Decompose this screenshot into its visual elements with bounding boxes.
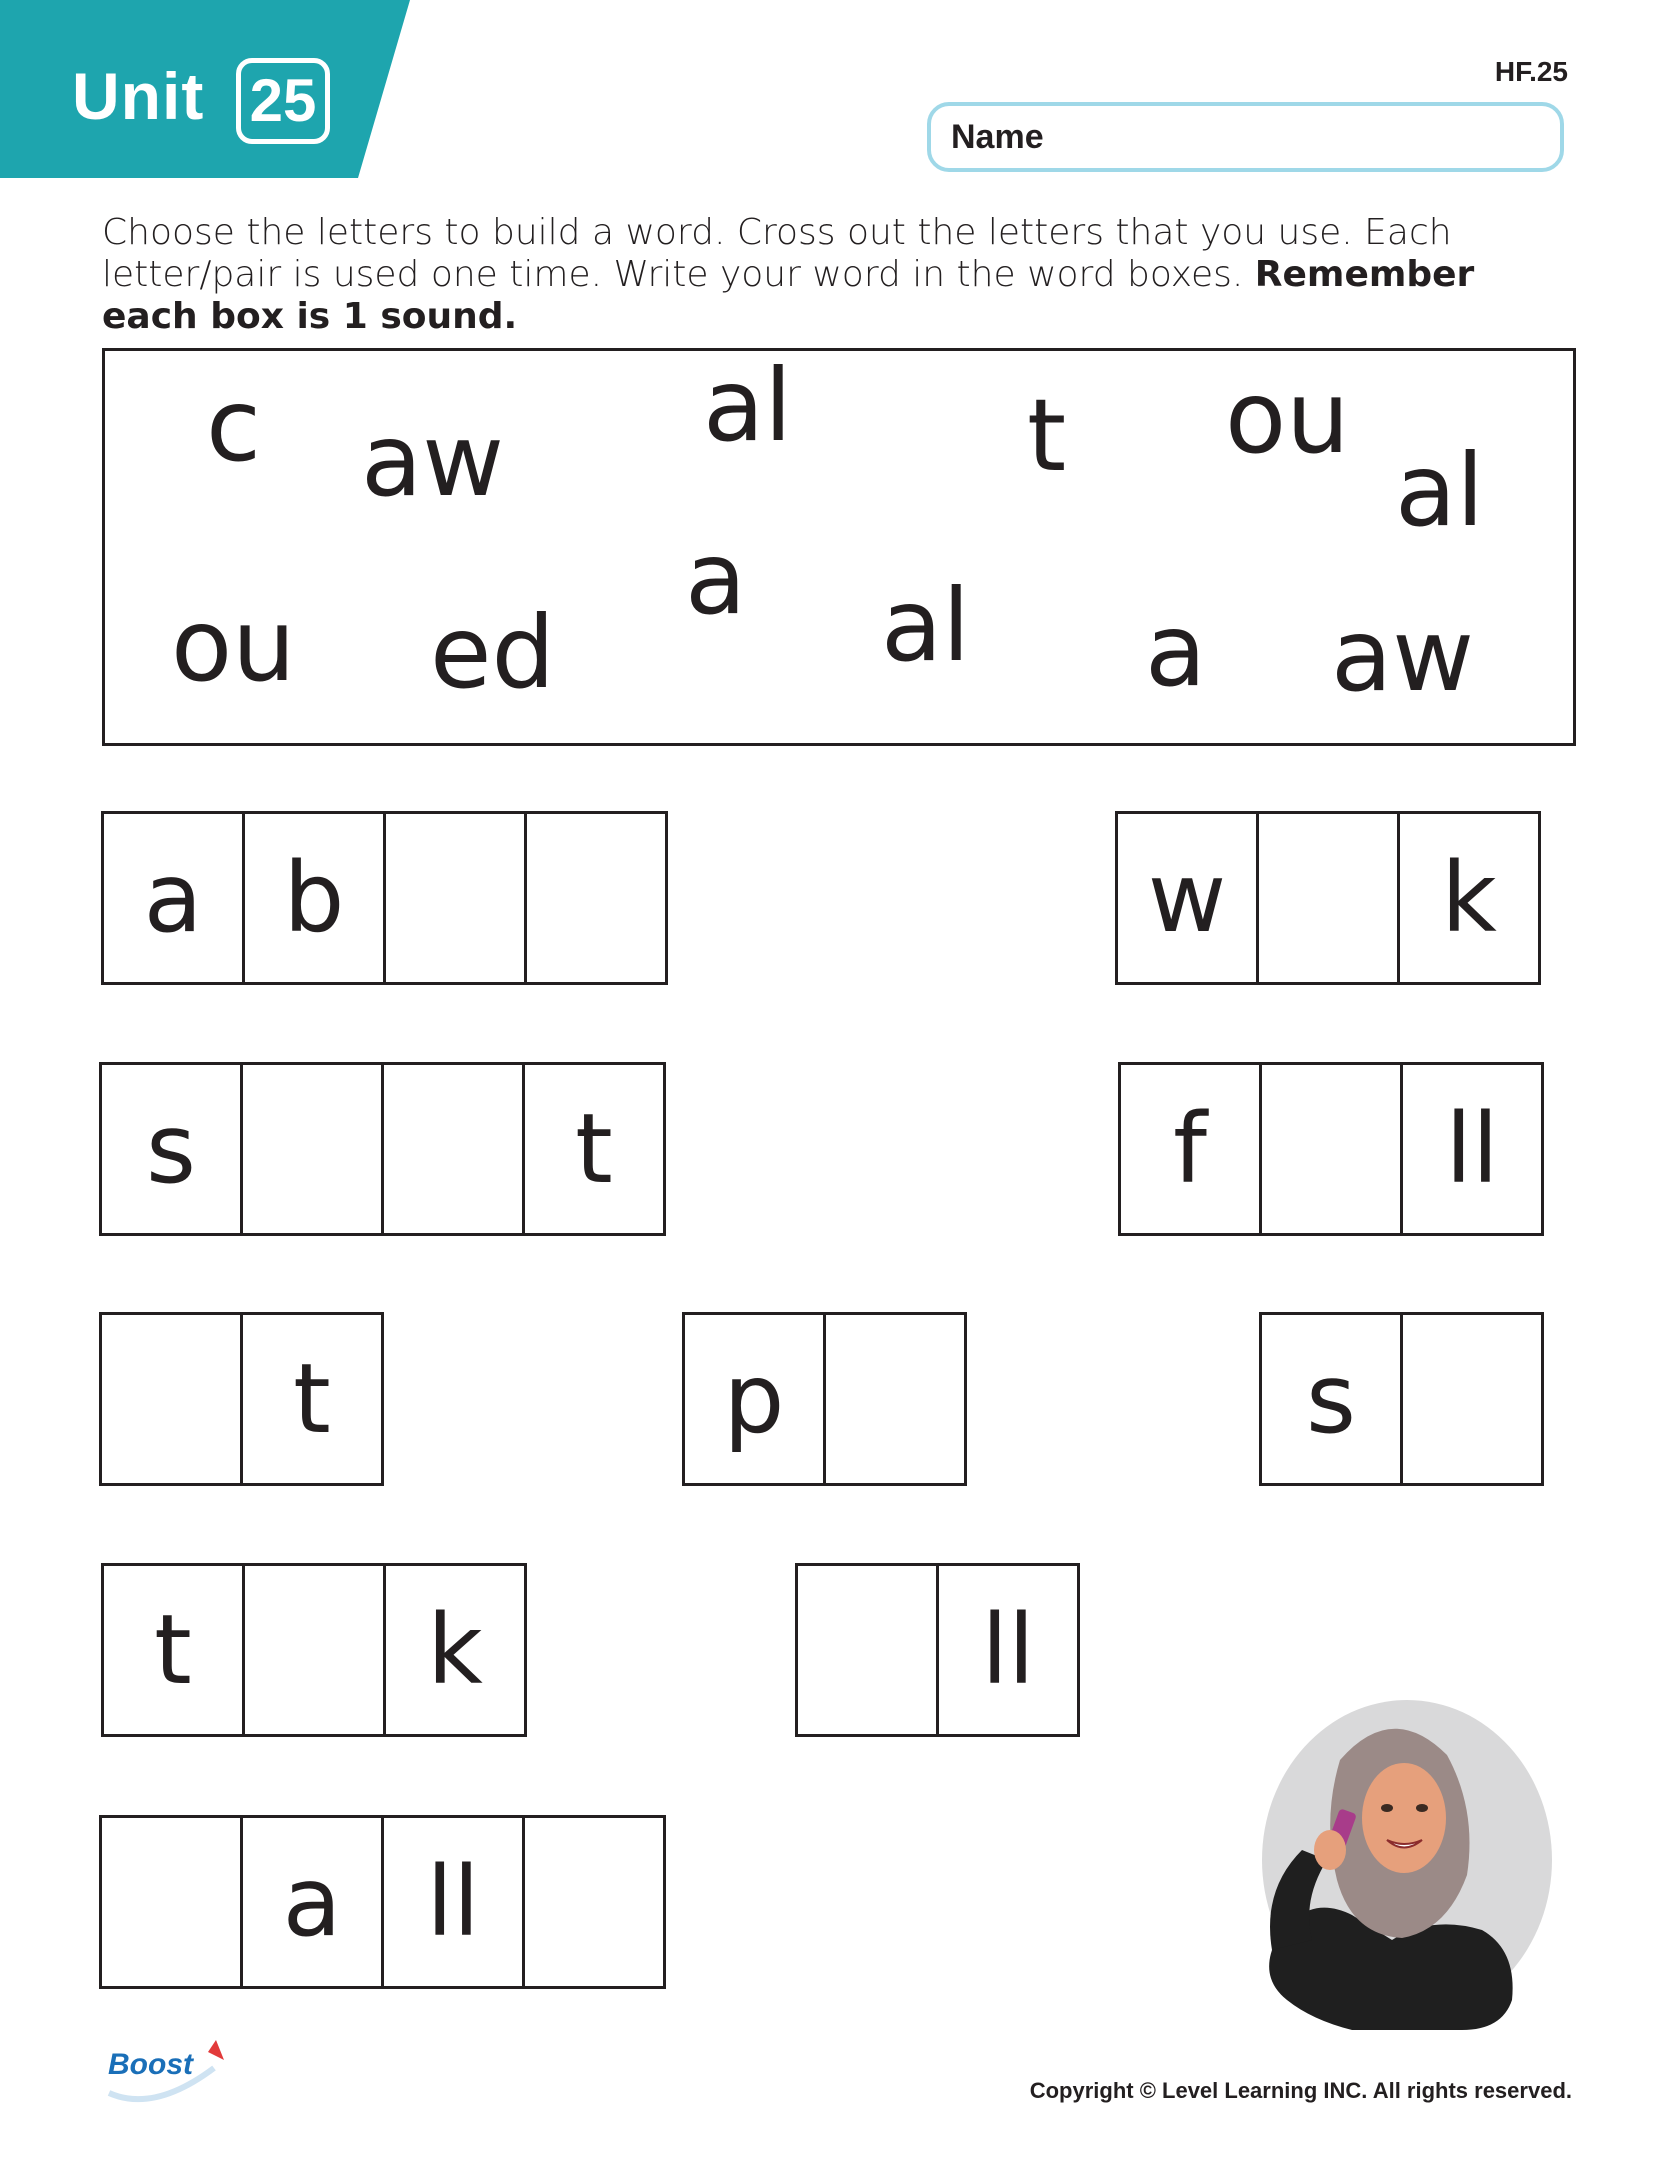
letter-tile[interactable]: al — [703, 347, 793, 464]
word-box-cell[interactable] — [240, 1062, 384, 1236]
word-box-cell[interactable] — [381, 1062, 525, 1236]
word-box-cell[interactable] — [795, 1563, 939, 1737]
worksheet-code: HF.25 — [1494, 56, 1568, 87]
word-box-cell[interactable]: t — [240, 1312, 384, 1486]
word-box-cell[interactable]: b — [242, 811, 386, 985]
letter-tile[interactable]: c — [206, 367, 261, 484]
word-box-cell[interactable]: t — [522, 1062, 666, 1236]
instructions-text: Choose the letters to build a word. Cross out the letters that you use. Each letter/pair is used one time. Write your word in the word boxes. — [102, 212, 1452, 295]
word-box-cell[interactable] — [1400, 1312, 1544, 1486]
letter-tile[interactable]: al — [1395, 432, 1485, 549]
unit-banner — [0, 0, 410, 178]
logo-text: Boost — [108, 2048, 193, 2081]
letter-tile[interactable]: ou — [1225, 359, 1350, 476]
word-box-cell[interactable]: p — [682, 1312, 826, 1486]
word-box-cell[interactable]: ll — [381, 1815, 525, 1989]
boost-logo-graphic — [104, 2038, 234, 2108]
letter-tile[interactable]: a — [685, 520, 747, 637]
word-box-cell[interactable]: w — [1115, 811, 1259, 985]
word-box-cell[interactable]: a — [240, 1815, 384, 1989]
word-box — [101, 1563, 527, 1737]
word-box-cell[interactable] — [242, 1563, 386, 1737]
letter-tile[interactable]: ed — [430, 594, 555, 711]
unit-number: 25 — [236, 58, 330, 144]
boost-logo — [104, 2038, 234, 2108]
letter-tile[interactable]: t — [1027, 377, 1067, 494]
word-box-cell[interactable]: t — [101, 1563, 245, 1737]
word-box — [795, 1563, 1080, 1737]
word-box-cell[interactable] — [522, 1815, 666, 1989]
letter-bank — [102, 348, 1576, 746]
word-box-cell[interactable] — [383, 811, 527, 985]
girl-on-phone-illustration — [1232, 1700, 1552, 2030]
word-box-cell[interactable] — [1256, 811, 1400, 985]
letter-tile[interactable]: a — [1145, 592, 1207, 709]
word-box-cell[interactable] — [823, 1312, 967, 1486]
letter-tile[interactable]: al — [881, 567, 971, 684]
unit-label: Unit — [72, 59, 205, 133]
word-box-cell[interactable]: s — [1259, 1312, 1403, 1486]
letter-tile[interactable]: aw — [1331, 597, 1475, 714]
word-box-cell[interactable] — [99, 1312, 243, 1486]
word-box-cell[interactable] — [99, 1815, 243, 1989]
copyright-text: Copyright © Level Learning INC. All rights reserved. — [1029, 2078, 1572, 2103]
word-box — [1115, 811, 1541, 985]
word-box-cell[interactable] — [1259, 1062, 1403, 1236]
word-box-cell[interactable]: f — [1118, 1062, 1262, 1236]
word-box — [1118, 1062, 1544, 1236]
word-box — [101, 811, 668, 985]
word-box — [99, 1312, 384, 1486]
instructions — [102, 212, 1582, 338]
word-box-cell[interactable]: k — [1397, 811, 1541, 985]
word-box-cell[interactable]: ll — [1400, 1062, 1544, 1236]
letter-tile[interactable]: aw — [361, 402, 505, 519]
name-field[interactable] — [927, 102, 1564, 172]
word-box-cell[interactable]: a — [101, 811, 245, 985]
word-box-cell[interactable]: s — [99, 1062, 243, 1236]
word-box-cell[interactable]: k — [383, 1563, 527, 1737]
word-box-cell[interactable]: ll — [936, 1563, 1080, 1737]
name-label: Name — [951, 118, 1044, 156]
instructions-bold-text: Remember each box is 1 sound. — [102, 254, 1475, 337]
word-box — [99, 1815, 666, 1989]
word-box-cell[interactable] — [524, 811, 668, 985]
letter-tile[interactable]: ou — [171, 587, 296, 704]
word-box — [99, 1062, 666, 1236]
word-box — [1259, 1312, 1544, 1486]
word-box — [682, 1312, 967, 1486]
